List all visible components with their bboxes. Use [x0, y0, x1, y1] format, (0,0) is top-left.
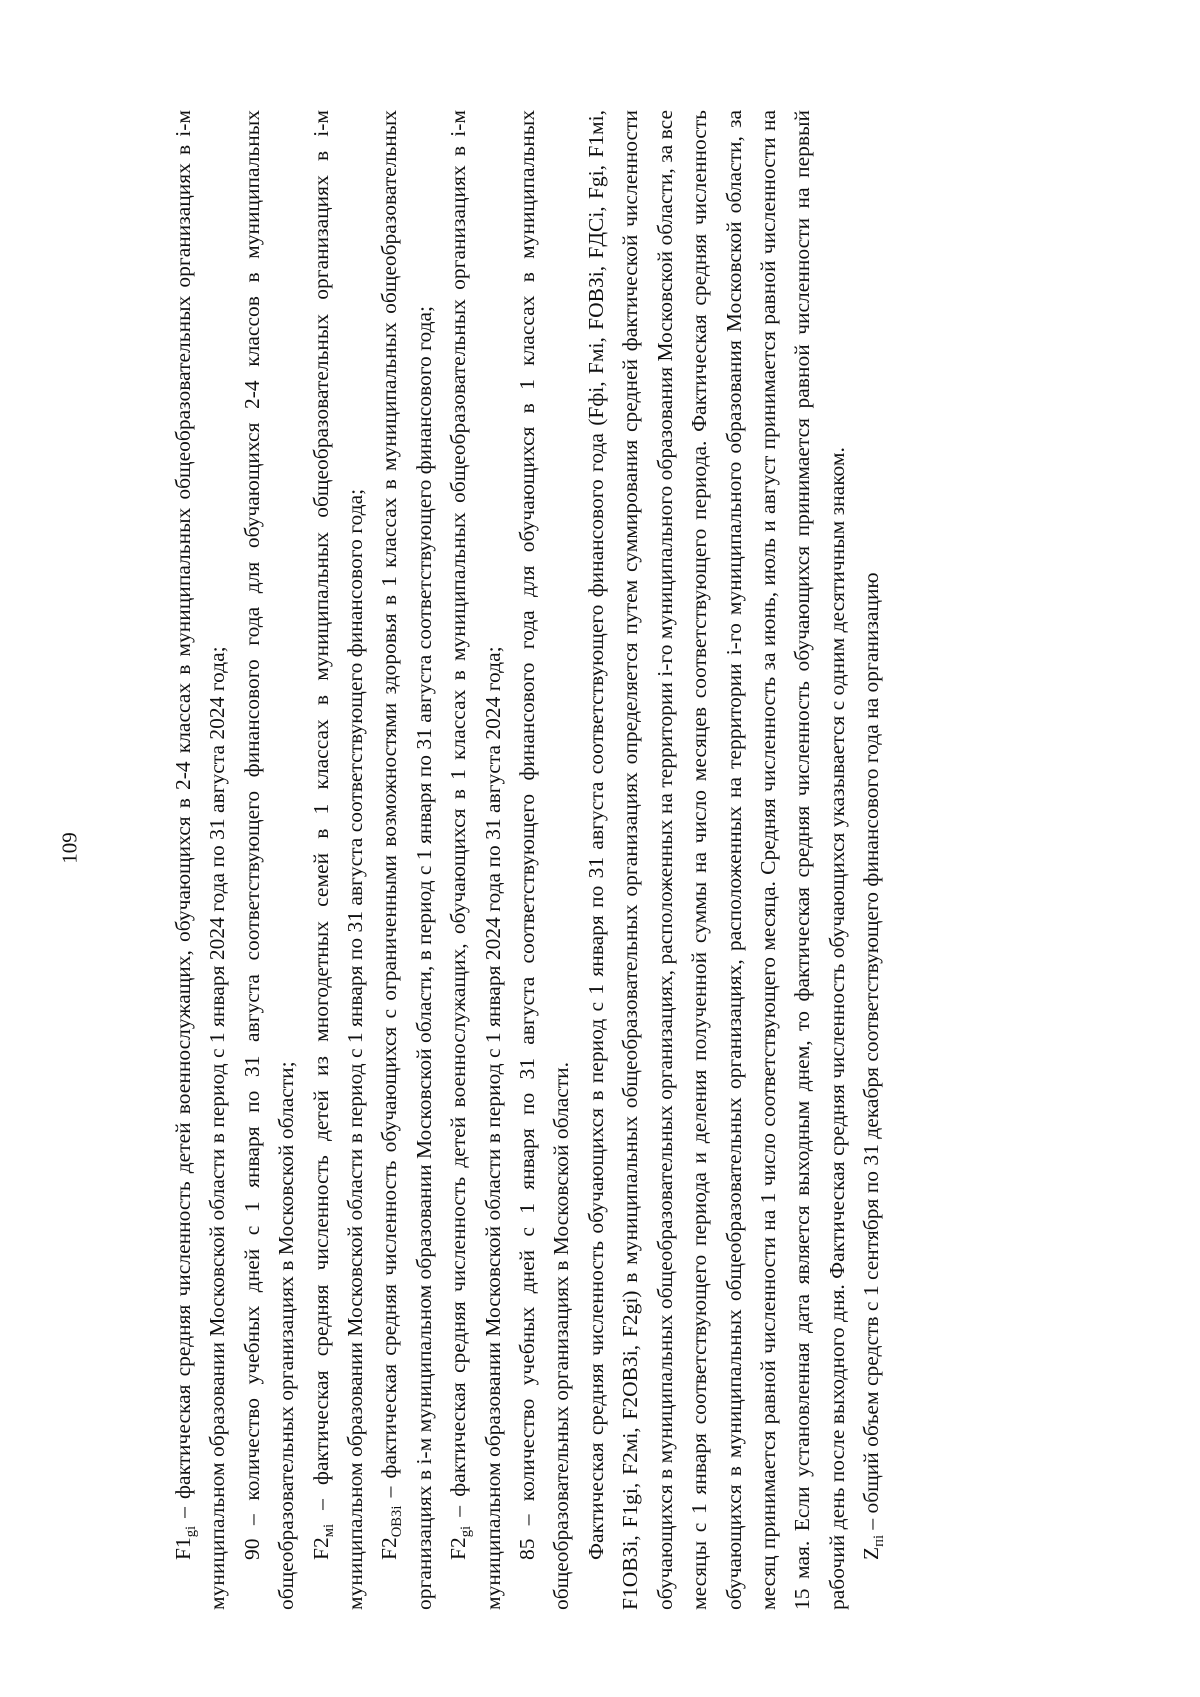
paragraph-text: – фактическая средняя численность детей военнослужащих, обучающихся в 2-4 классах в муниципальных общеобразовательных организациях в i-м муниципальном образовании Московской области в период с 1 января 2024 года по 31 августа 2024 года; [171, 110, 230, 1610]
paragraph-zpi [854, 110, 888, 1610]
paragraph-text: – общий объем средств с 1 сентября по 31 декабря соответствующего финансового года на организацию [859, 572, 884, 1535]
paragraph-90-days [235, 110, 304, 1610]
paragraph-text: – фактическая средняя численность обучающихся с ограниченными возможностями здоровья в 1 классах в муниципальных общеобразовательных организациях в i-м муниципальном образовании Московской области, в период с 1 января по 31 августа соответствующего финансового года; [377, 110, 436, 1610]
paragraph-f1gi [166, 110, 235, 1610]
page-number: 109 [57, 832, 82, 864]
paragraph-average-count [579, 110, 854, 1610]
symbol: $F1_{gi}$ [171, 1525, 200, 1560]
paragraph-text: Фактическая средняя численность обучающихся в период с 1 января по 31 августа соответствующего финансового года (Fфi, Fмi, FОВЗi, FДСi, Fgi, F1мi, F1ОВЗi, F1gi, F2мi, F2ОВЗi, F2gi) в муниципальных общеобразовательных организациях определяется путем суммирования средней фактической численности обучающихся в муниципальных общеобразовательных организациях, расположенных на территории i-го муниципального образования Московской области, за все месяцы с 1 января соответствующего периода и деления полученной суммы на число месяцев соответствующего периода. Фактическая средняя численность обучающихся в муниципальных общеобразовательных организациях, расположенных на территории i-го муниципального образования Московской области, за месяц принимается равной численности на 1 число соответствующего месяца. Средняя численность за июнь, июль и август принимается равной численности на 15 мая. Если установленная дата является выходным днем, то фактическая средняя численность обучающихся принимается равной численности на первый рабочий день после выходного дня. Фактическая средняя численность обучающихся указывается с одним десятичным знаком. [583, 110, 849, 1610]
paragraph-85-days [510, 110, 579, 1610]
symbol: $F2_{gi}$ [446, 1525, 475, 1560]
paragraph-text: – фактическая средняя численность детей военнослужащих, обучающихся в 1 классах в муниципальных общеобразовательных организациях в i-м муниципальном образовании Московской области в период с 1 января 2024 года по 31 августа 2024 года; [446, 110, 505, 1610]
paragraph-text: – фактическая средняя численность детей из многодетных семей в 1 классах в муниципальных общеобразовательных организациях в i-м муниципальном образовании Московской области в период с 1 января по 31 августа соответствующего финансового года; [308, 110, 368, 1610]
paragraph-f2ovzi [372, 110, 441, 1610]
symbol: $Z_{пi}$ [859, 1534, 888, 1560]
document-body [166, 110, 889, 1610]
symbol: $F2_{мi}$ [308, 1523, 337, 1560]
paragraph-f2mi [304, 110, 373, 1610]
paragraph-f2gi [441, 110, 510, 1610]
paragraph-text: 90 – количество учебных дней с 1 января по 31 августа соответствующего финансового года для обучающихся 2-4 классов в муниципальных общеобразовательных организациях в Московской области; [239, 110, 299, 1610]
symbol: $F2_{ОВЗi}$ [377, 1505, 406, 1560]
paragraph-text: 85 – количество учебных дней с 1 января по 31 августа соответствующего финансового года для обучающихся в 1 классах в муниципальных общеобразовательных организациях в Московской области. [515, 110, 574, 1610]
